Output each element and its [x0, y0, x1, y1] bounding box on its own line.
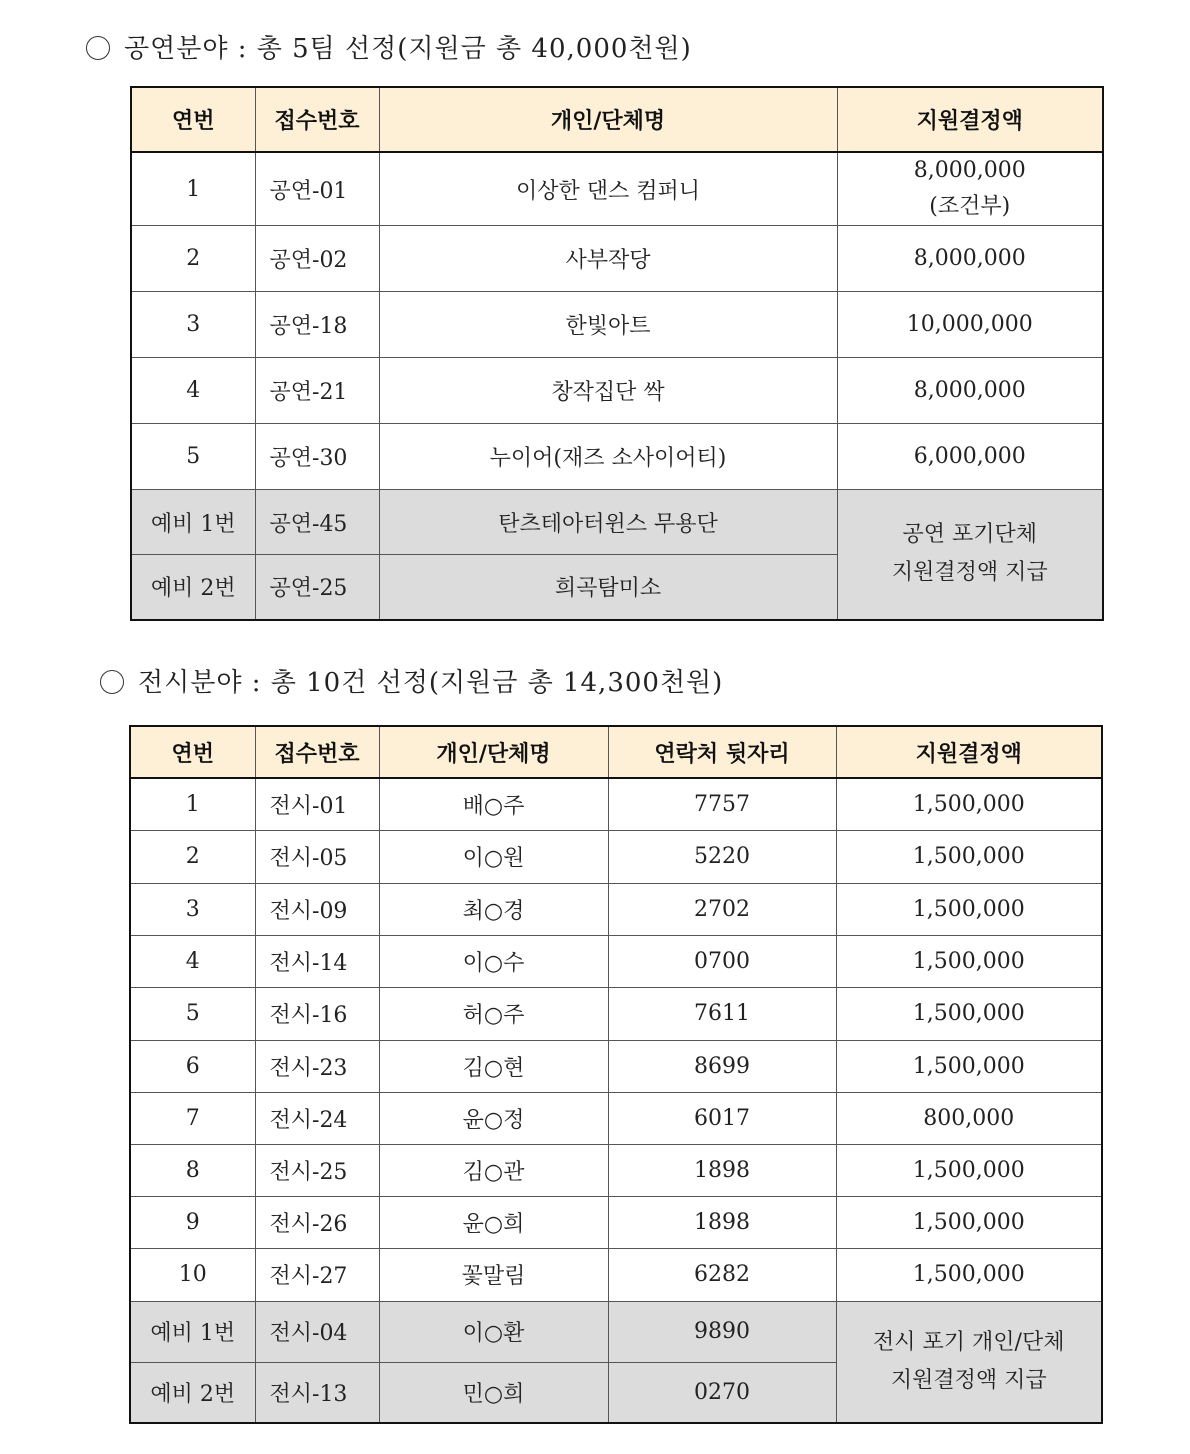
table-row	[130, 1040, 1102, 1092]
row-amount: 1,500,000	[836, 987, 1102, 1040]
row-name: 김○관	[379, 1144, 608, 1196]
reserve-no: 예비 2번	[130, 1362, 255, 1423]
table-row	[130, 1248, 1102, 1301]
circle-bullet-icon	[86, 36, 110, 60]
col-header-phone: 연락처 뒷자리	[608, 726, 836, 778]
reserve-name: 민○희	[379, 1362, 608, 1423]
table-row	[131, 424, 1103, 490]
amount-condition-note: (조건부)	[929, 194, 1011, 219]
row-amount	[837, 152, 1103, 226]
row-no: 9	[130, 1196, 255, 1248]
col-header-name: 개인/단체명	[379, 726, 608, 778]
row-receipt: 전시-09	[255, 883, 379, 935]
performance-section-heading	[86, 28, 692, 65]
row-amount: 800,000	[836, 1092, 1102, 1144]
reserve-row	[131, 490, 1103, 555]
row-no: 1	[131, 152, 255, 226]
reserve-phone: 0270	[608, 1362, 836, 1423]
table-row	[130, 1092, 1102, 1144]
amount-value: 8,000,000	[913, 158, 1026, 183]
row-receipt: 공연-02	[255, 226, 379, 292]
reserve-name: 이○환	[379, 1301, 608, 1362]
row-no: 6	[130, 1040, 255, 1092]
reserve-phone: 9890	[608, 1301, 836, 1362]
row-receipt: 공연-30	[255, 424, 379, 490]
table-header-row	[130, 726, 1102, 778]
row-phone: 6282	[608, 1248, 836, 1301]
col-header-no: 연번	[131, 87, 255, 152]
row-no: 5	[131, 424, 255, 490]
reserve-receipt: 공연-25	[255, 555, 379, 620]
row-receipt: 공연-18	[255, 292, 379, 358]
table-row	[130, 883, 1102, 935]
row-phone: 1898	[608, 1196, 836, 1248]
row-receipt: 전시-26	[255, 1196, 379, 1248]
row-no: 4	[130, 935, 255, 987]
exhibition-heading-text: 전시분야 : 총 10건 선정(지원금 총 14,300천원)	[138, 668, 724, 698]
row-receipt: 전시-23	[255, 1040, 379, 1092]
performance-table	[130, 86, 1104, 621]
reserve-name: 탄츠테아터윈스 무용단	[379, 490, 837, 555]
performance-heading-text: 공연분야 : 총 5팀 선정(지원금 총 40,000천원)	[124, 34, 692, 64]
col-header-amount: 지원결정액	[836, 726, 1102, 778]
row-name: 김○현	[379, 1040, 608, 1092]
col-header-receipt: 접수번호	[255, 726, 379, 778]
row-phone: 8699	[608, 1040, 836, 1092]
col-header-name: 개인/단체명	[379, 87, 837, 152]
exhibition-table	[129, 725, 1103, 1424]
row-name: 이○원	[379, 830, 608, 883]
row-no: 1	[130, 778, 255, 830]
row-no: 3	[130, 883, 255, 935]
row-amount: 1,500,000	[836, 1040, 1102, 1092]
row-amount: 1,500,000	[836, 1196, 1102, 1248]
row-phone: 6017	[608, 1092, 836, 1144]
row-name: 창작집단 싹	[379, 358, 837, 424]
row-name: 이○수	[379, 935, 608, 987]
row-amount: 8,000,000	[837, 358, 1103, 424]
reserve-no: 예비 1번	[131, 490, 255, 555]
circle-bullet-icon	[100, 670, 124, 694]
reserve-row	[130, 1301, 1102, 1362]
table-row	[130, 1144, 1102, 1196]
col-header-receipt: 접수번호	[255, 87, 379, 152]
row-name: 누이어(재즈 소사이어티)	[379, 424, 837, 490]
row-receipt: 전시-27	[255, 1248, 379, 1301]
col-header-amount: 지원결정액	[837, 87, 1103, 152]
row-name: 윤○정	[379, 1092, 608, 1144]
table-header-row	[131, 87, 1103, 152]
row-no: 7	[130, 1092, 255, 1144]
row-amount: 1,500,000	[836, 1248, 1102, 1301]
reserve-name: 희곡탐미소	[379, 555, 837, 620]
table-row	[130, 987, 1102, 1040]
reserve-note	[837, 490, 1103, 620]
table-row	[131, 358, 1103, 424]
row-name: 한빛아트	[379, 292, 837, 358]
reserve-note-line1: 전시 포기 개인/단체	[873, 1329, 1065, 1355]
reserve-receipt: 공연-45	[255, 490, 379, 555]
row-receipt: 전시-24	[255, 1092, 379, 1144]
reserve-receipt: 전시-04	[255, 1301, 379, 1362]
row-no: 5	[130, 987, 255, 1040]
table-row	[130, 935, 1102, 987]
row-receipt: 공연-01	[255, 152, 379, 226]
reserve-note-line1: 공연 포기단체	[902, 522, 1037, 548]
row-phone: 7611	[608, 987, 836, 1040]
row-no: 4	[131, 358, 255, 424]
col-header-no: 연번	[130, 726, 255, 778]
reserve-note	[836, 1301, 1102, 1423]
row-no: 10	[130, 1248, 255, 1301]
row-name: 배○주	[379, 778, 608, 830]
row-phone: 1898	[608, 1144, 836, 1196]
reserve-note-line2: 지원결정액 지급	[891, 560, 1048, 586]
row-receipt: 전시-25	[255, 1144, 379, 1196]
row-name: 사부작당	[379, 226, 837, 292]
row-phone: 7757	[608, 778, 836, 830]
row-no: 3	[131, 292, 255, 358]
row-name: 허○주	[379, 987, 608, 1040]
table-row	[131, 152, 1103, 226]
row-name: 윤○희	[379, 1196, 608, 1248]
row-receipt: 전시-16	[255, 987, 379, 1040]
reserve-no: 예비 2번	[131, 555, 255, 620]
row-receipt: 공연-21	[255, 358, 379, 424]
exhibition-section-heading	[100, 662, 723, 699]
row-amount: 8,000,000	[837, 226, 1103, 292]
row-amount: 6,000,000	[837, 424, 1103, 490]
table-row	[130, 830, 1102, 883]
row-no: 8	[130, 1144, 255, 1196]
row-amount: 1,500,000	[836, 935, 1102, 987]
row-no: 2	[130, 830, 255, 883]
row-receipt: 전시-01	[255, 778, 379, 830]
row-receipt: 전시-05	[255, 830, 379, 883]
row-phone: 5220	[608, 830, 836, 883]
row-amount: 1,500,000	[836, 883, 1102, 935]
row-no: 2	[131, 226, 255, 292]
row-name: 최○경	[379, 883, 608, 935]
row-amount: 1,500,000	[836, 1144, 1102, 1196]
reserve-receipt: 전시-13	[255, 1362, 379, 1423]
table-row	[131, 292, 1103, 358]
row-receipt: 전시-14	[255, 935, 379, 987]
reserve-note-line2: 지원결정액 지급	[890, 1367, 1047, 1393]
row-name: 꽃말림	[379, 1248, 608, 1301]
reserve-no: 예비 1번	[130, 1301, 255, 1362]
row-name: 이상한 댄스 컴퍼니	[379, 152, 837, 226]
row-phone: 2702	[608, 883, 836, 935]
table-row	[130, 778, 1102, 830]
table-row	[131, 226, 1103, 292]
row-amount: 10,000,000	[837, 292, 1103, 358]
row-amount: 1,500,000	[836, 778, 1102, 830]
row-amount: 1,500,000	[836, 830, 1102, 883]
table-row	[130, 1196, 1102, 1248]
row-phone: 0700	[608, 935, 836, 987]
